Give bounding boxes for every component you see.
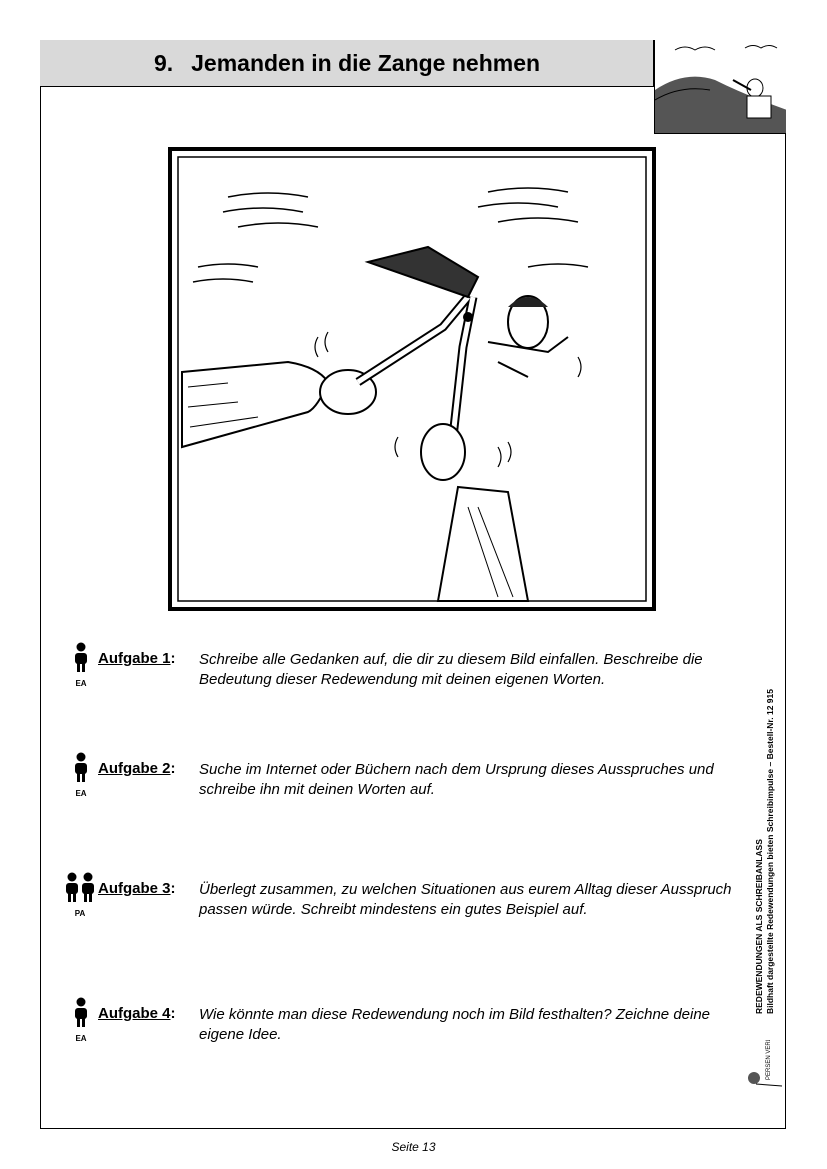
- main-illustration: [168, 147, 656, 611]
- task-text: Überlegt zusammen, zu welchen Situationen aus eurem Alltag dieser Ausspruch passen würde. Schreibt mindestens ein gutes Beispiel auf.: [199, 881, 732, 918]
- person-icon: [72, 997, 90, 1027]
- task-mode-label: EA: [75, 1034, 87, 1043]
- person-icon: [72, 752, 90, 782]
- page-number: Seite 13: [391, 1140, 436, 1154]
- svg-text:PERSEN VERLAG: PERSEN VERLAG: [766, 1040, 772, 1080]
- corner-illustration: [654, 40, 786, 134]
- person-icon: [72, 642, 90, 672]
- task-label: Aufgabe 4:: [98, 1005, 176, 1022]
- task-4-mode: [66, 997, 96, 1043]
- publisher-logo: [744, 1040, 784, 1095]
- task-text: Schreibe alle Gedanken auf, die dir zu diesem Bild einfallen. Beschreibe die Bedeutung dieser Redewendung mit deinen eigenen Worten.: [199, 651, 703, 688]
- series-subtitle: Bildhaft dargestellte Redewendungen bieten Schreibimpulse – Bestell-Nr. 12 915: [765, 689, 775, 1014]
- task-mode-label: EA: [75, 679, 87, 688]
- task-text: Wie könnte man diese Redewendung noch im Bild festhalten? Zeichne deine eigene Idee.: [199, 1006, 711, 1043]
- task-mode-label: EA: [75, 789, 87, 798]
- task-text: Suche im Internet oder Büchern nach dem Ursprung dieses Ausspruches und schreibe ihn mit deinen Worten auf.: [199, 761, 714, 798]
- task-2-mode: [66, 752, 96, 798]
- task-label: Aufgabe 1:: [98, 650, 176, 667]
- series-title: REDEWENDUNGEN ALS SCHREIBANLASS: [754, 839, 764, 1014]
- people-pair-icon: [64, 872, 96, 902]
- sidebar-text: [754, 689, 776, 1014]
- chapter-number: 9.: [153, 50, 174, 76]
- chapter-title: Jemanden in die Zange nehmen: [191, 50, 541, 76]
- page-title: [40, 40, 654, 87]
- task-label: Aufgabe 2:: [98, 760, 176, 777]
- task-label: Aufgabe 3:: [98, 880, 176, 897]
- task-3-mode: [62, 872, 98, 918]
- task-mode-label: PA: [74, 909, 86, 918]
- title-bar: [40, 40, 654, 87]
- task-1-mode: [66, 642, 96, 688]
